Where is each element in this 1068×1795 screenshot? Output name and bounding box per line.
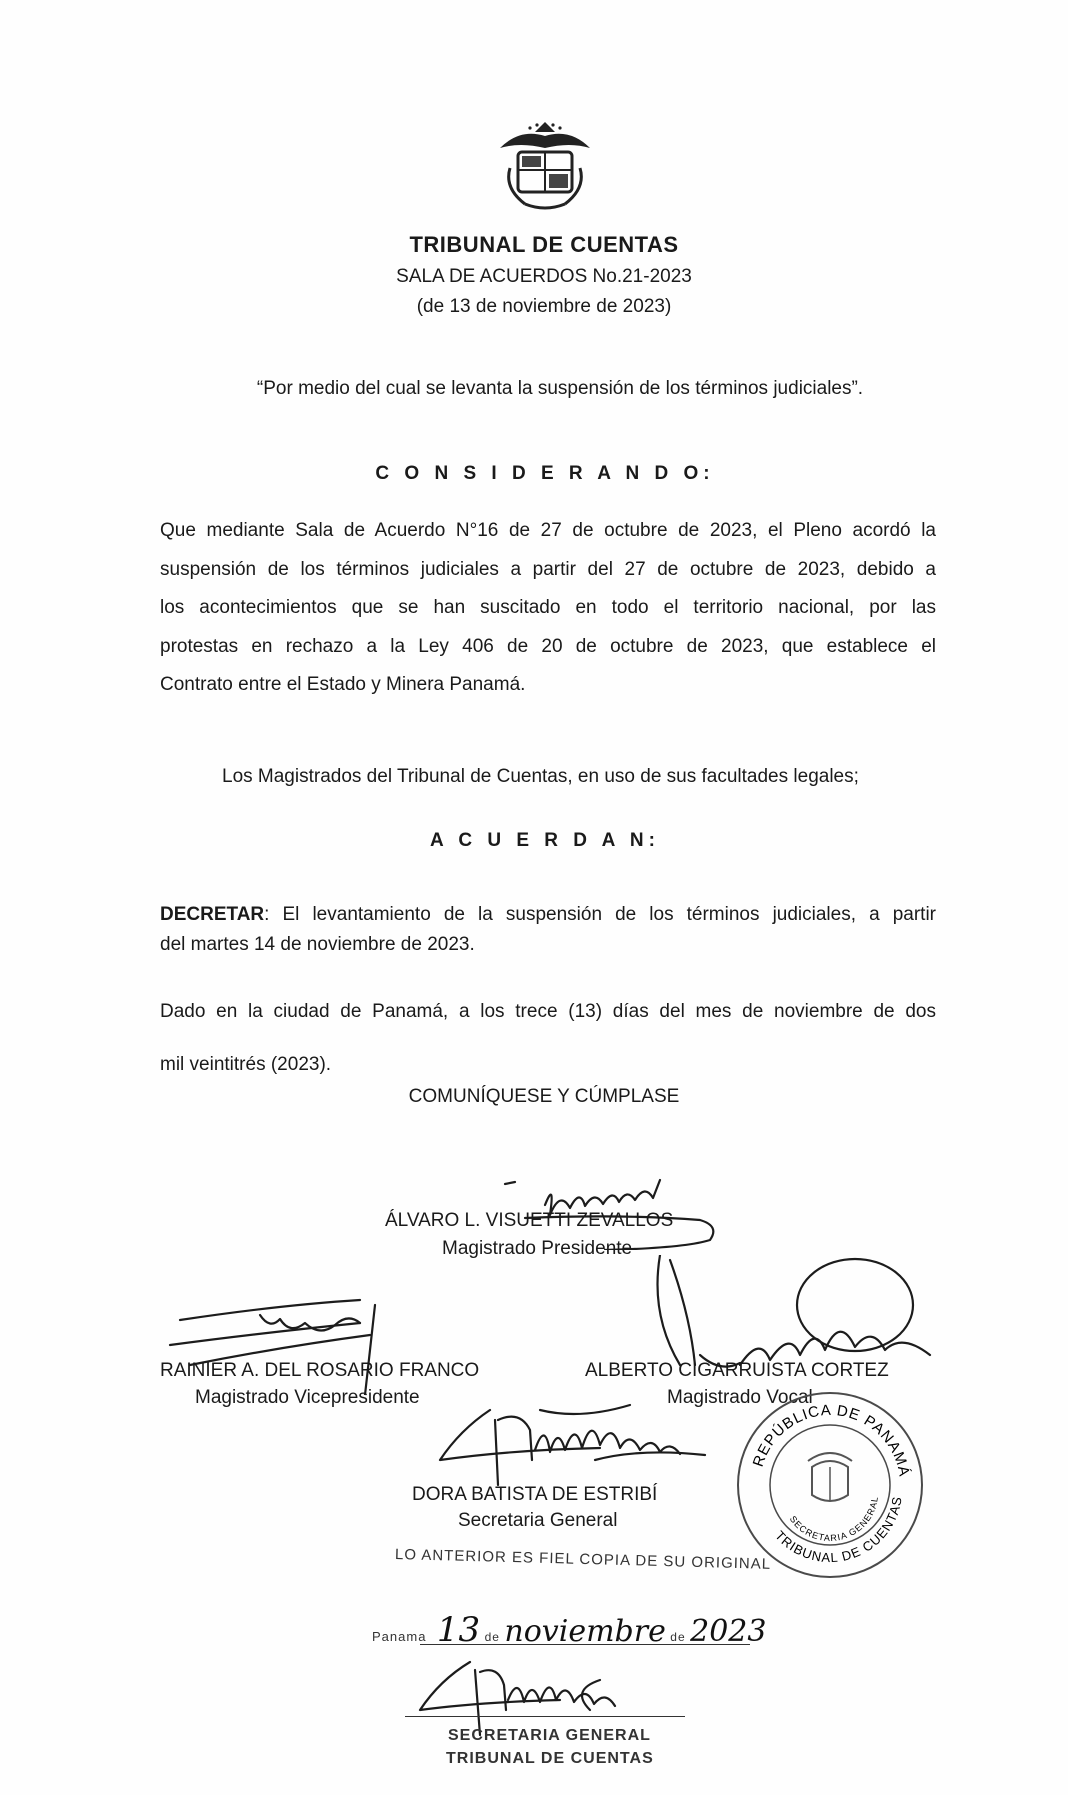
acuerdan-heading: A C U E R D A N: (430, 830, 660, 851)
certification-footer-line-2: TRIBUNAL DE CUENTAS (446, 1750, 654, 1767)
president-title: Magistrado Presidente (442, 1238, 633, 1259)
document-subject: “Por medio del cual se levanta la suspensión de los términos judiciales”. (256, 378, 864, 399)
certification-month: noviembre (504, 1614, 666, 1649)
vice-president-title: Magistrado Vicepresidente (195, 1387, 420, 1408)
certification-de-1: de (484, 1630, 500, 1644)
document-number: SALA DE ACUERDOS No.21-2023 (396, 266, 692, 287)
considerando-line: Contrato entre el Estado y Minera Panamá. (160, 674, 526, 695)
considerando-line: protestas en rechazo a la Ley 406 de 20 de octubre de 2023, que establece el (160, 635, 936, 657)
certification-date-underline (420, 1644, 750, 1645)
certification-city: Panama (372, 1629, 427, 1644)
considerando-line: los acontecimientos que se han suscitado en todo el territorio nacional, por las (160, 597, 936, 618)
considerando-heading: C O N S I D E R A N D O: (375, 463, 715, 484)
vocal-name: ALBERTO CIGARRUISTA CORTEZ (585, 1360, 889, 1381)
decree-line-2: del martes 14 de noviembre de 2023. (160, 934, 475, 955)
certification-year: 2023 (690, 1614, 767, 1649)
considerando-line: suspensión de los términos judiciales a partir del 27 de octubre de 2023, debido a (160, 558, 936, 580)
decree-text: : El levantamiento de la suspensión de los términos judiciales, a partir (264, 904, 936, 925)
certification-day: 13 (436, 1610, 481, 1650)
decree-label: DECRETAR (160, 904, 265, 925)
certification-stamp-line: LO ANTERIOR ES FIEL COPIA DE SU ORIGINAL (394, 1546, 772, 1573)
seal-bottom-text: TRIBUNAL DE CUENTAS (772, 1494, 905, 1566)
closing-formula: COMUNÍQUESE Y CÚMPLASE (408, 1086, 680, 1107)
secretary-name: DORA BATISTA DE ESTRIBÍ (412, 1484, 658, 1505)
considerando-paragraph (160, 512, 936, 705)
given-line-2: mil veintitrés (2023). (160, 1054, 332, 1075)
seal-outer-text: REPÚBLICA DE PANAMÁ (749, 1401, 913, 1479)
decree-paragraph (160, 900, 936, 960)
vice-president-name: RAINIER A. DEL ROSARIO FRANCO (160, 1360, 480, 1381)
certification-footer-rule (405, 1716, 685, 1717)
vocal-title: Magistrado Vocal (667, 1387, 813, 1408)
seal-inner-text: SECRETARIA GENERAL (787, 1495, 880, 1544)
president-name: ÁLVARO L. VISUETTI ZEVALLOS (385, 1210, 674, 1231)
given-paragraph (160, 985, 936, 1091)
institution-title: TRIBUNAL DE CUENTAS (409, 232, 679, 257)
given-line: Dado en la ciudad de Panamá, a los trece (13) días del mes de noviembre de dos (160, 1001, 936, 1022)
certification-de-2: de (670, 1630, 686, 1644)
decree-line (160, 900, 936, 930)
preamble-text: Los Magistrados del Tribunal de Cuentas, en uso de sus facultades legales; (222, 766, 859, 787)
considerando-line: Que mediante Sala de Acuerdo N°16 de 27 de octubre de 2023, el Pleno acordó la (160, 520, 936, 541)
document-date: (de 13 de noviembre de 2023) (416, 296, 672, 317)
coat-of-arms-emblem (490, 118, 600, 213)
secretary-title: Secretaria General (458, 1510, 618, 1531)
certification-footer-line-1: SECRETARIA GENERAL (448, 1727, 651, 1744)
